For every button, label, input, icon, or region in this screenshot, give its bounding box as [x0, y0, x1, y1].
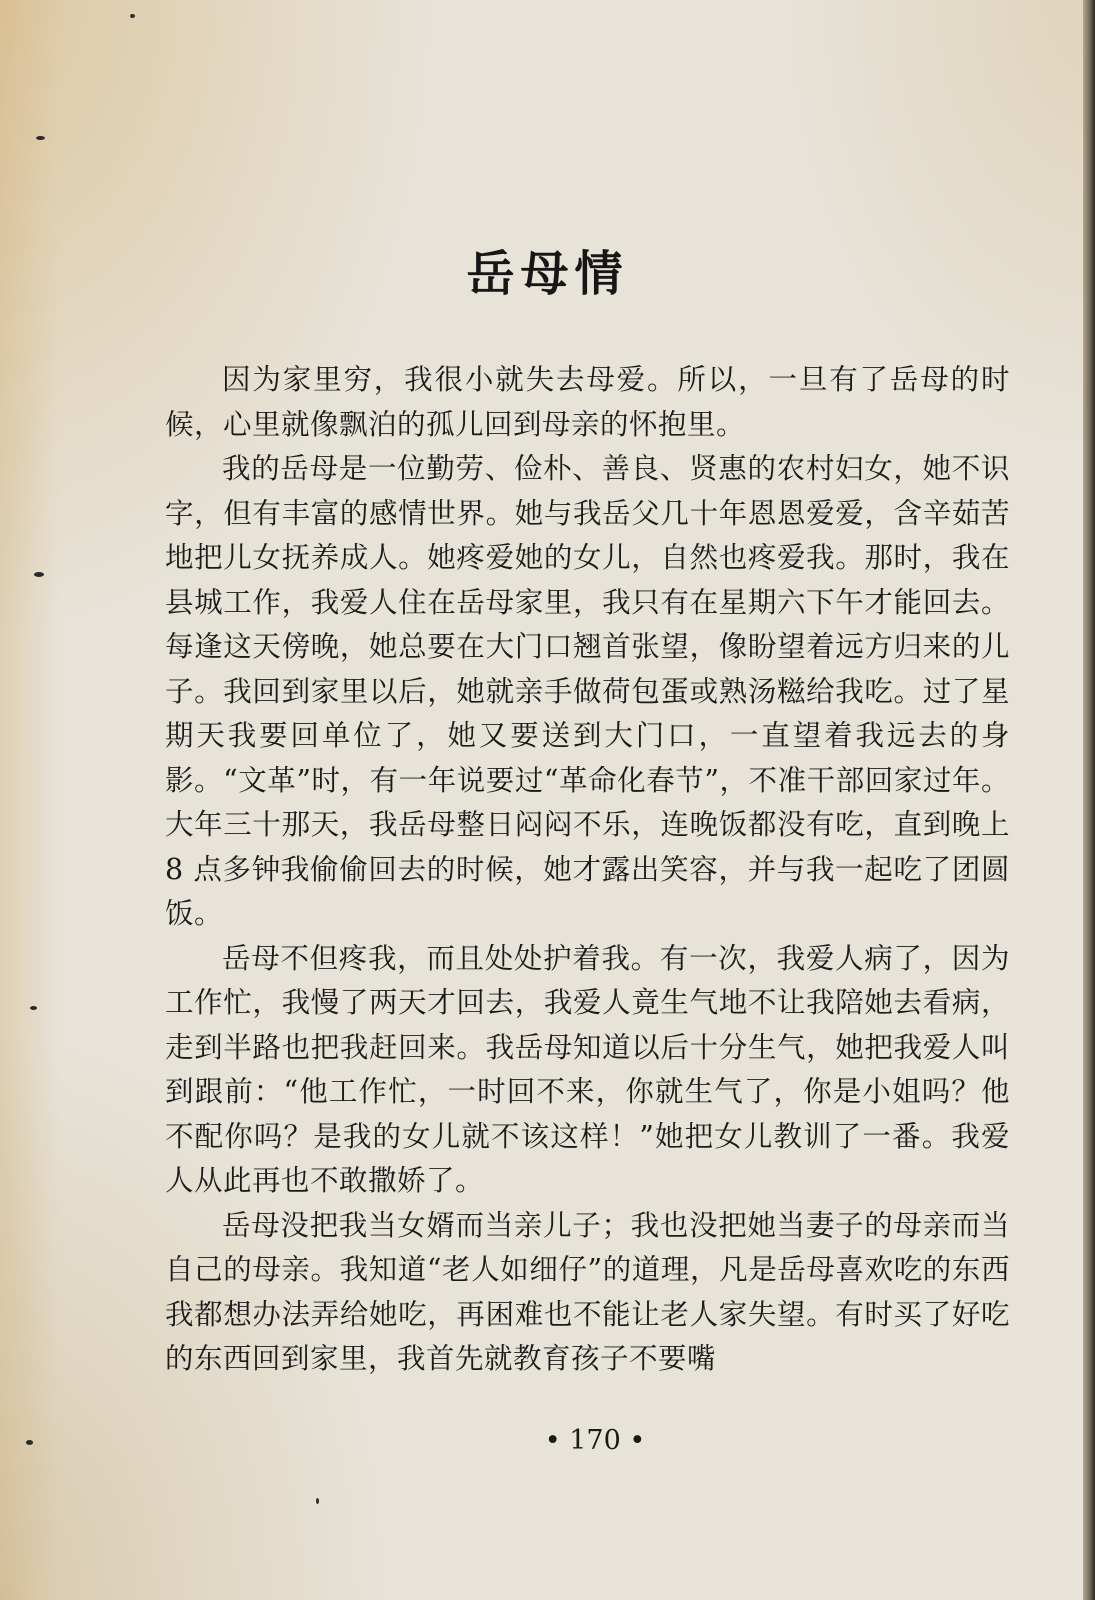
ink-speck [30, 1006, 37, 1010]
page-number: • 170 • [544, 1425, 646, 1456]
paragraph: 因为家里穷，我很小就失去母爱。所以，一旦有了岳母的时候，心里就像飘泊的孤儿回到母亲的怀抱里。 [165, 363, 1010, 441]
paragraph: 我的岳母是一位勤劳、俭朴、善良、贤惠的农村妇女，她不识字，但有丰富的感情世界。她与我岳父几十年恩恩爱爱，含辛茹苦地把儿女抚养成人。她疼爱她的女儿，自然也疼爱我。那时，我在县城工作，我爱人住在岳母家里，我只有在星期六下午才能回去。每逢这天傍晚，她总要在大门口翘首张望，像盼望着远方归来的儿子。我回到家里以后，她就亲手做荷包蛋或熟汤糍给我吃。过了星期天我要回单位了，她又要送到大门口，一直望着我远去的身影。“文革”时，有一年说要过“革命化春节”，不准干部回家过年。大年三十那天，我岳母整日闷闷不乐，连晚饭都没有吃，直到晚上 8 点多钟我偷偷回去的时候，她才露出笑容，并与我一起吃了团圆饭。 [165, 452, 1010, 930]
ink-speck [36, 136, 45, 140]
ink-speck [130, 14, 135, 18]
article-body [165, 358, 1010, 1382]
paragraph: 岳母没把我当女婿而当亲儿子；我也没把她当妻子的母亲而当自己的母亲。我知道“老人如细仔”的道理，凡是岳母喜欢吃的东西我都想办法弄给她吃，再困难也不能让老人家失望。有时买了好吃的东西回到家里，我首先就教育孩子不要嘴 [165, 1208, 1010, 1375]
page-edge [1083, 0, 1095, 1600]
page-title: 岳母情 [466, 246, 629, 303]
paragraph: 岳母不但疼我，而且处处护着我。有一次，我爱人病了，因为工作忙，我慢了两天才回去，我爱人竟生气地不让我陪她去看病，走到半路也把我赶回来。我岳母知道以后十分生气，她把我爱人叫到跟前：“他工作忙，一时回不来，你就生气了，你是小姐吗？他不配你吗？是我的女儿就不该这样！”她把女儿教训了一番。我爱人从此再也不敢撒娇了。 [165, 941, 1010, 1197]
ink-speck [26, 1440, 33, 1445]
ink-speck [316, 1498, 319, 1504]
ink-speck [34, 572, 44, 577]
